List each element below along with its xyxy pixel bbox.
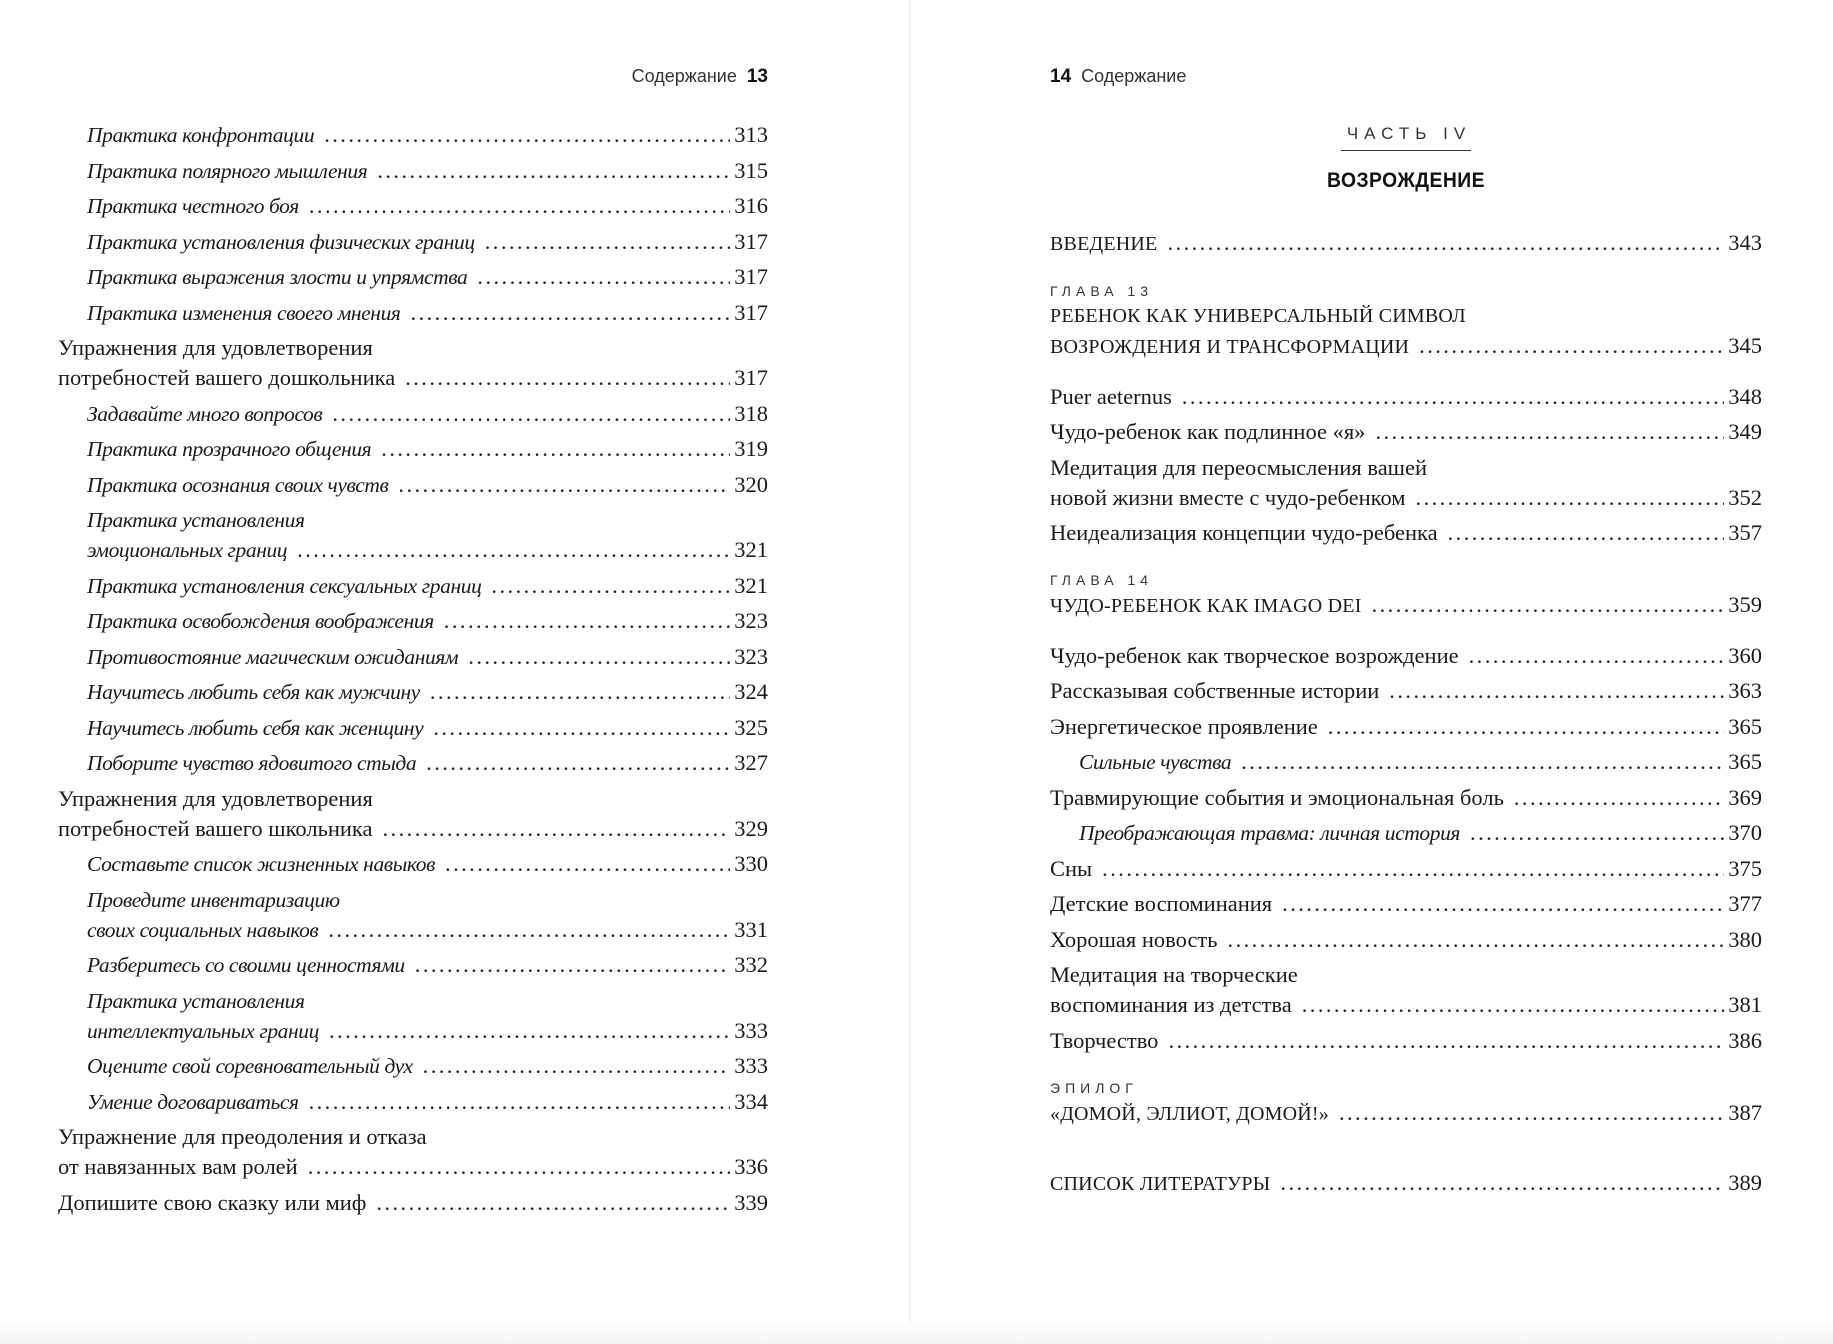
toc-entry-page: 345 [1728,333,1762,358]
leader-dots [309,191,730,221]
leader-dots [430,677,730,707]
leader-dots [381,434,730,464]
leader-dots [445,849,730,879]
leader-dots [1280,1168,1724,1198]
toc-entry[interactable] [58,191,768,221]
toc-entry-title: Разберитесь со своими ценностями [87,953,405,977]
toc-entry-page: 327 [734,750,768,775]
toc-entry-page: 332 [734,952,768,977]
toc-entry-title: Научитесь любить себя как женщину [87,715,424,740]
toc-entry-title: своих социальных навыков [87,917,319,942]
leader-dots [415,950,730,980]
toc-entry[interactable] [1050,854,1762,884]
leader-dots [377,156,730,186]
toc-entry-title: Умение договариваться [87,1089,299,1114]
toc-entry[interactable] [58,571,768,601]
toc-entry-title: от навязанных вам ролей [58,1154,298,1179]
leader-dots [1419,331,1724,361]
chapter-label: ЭПИЛОГ [1050,1079,1138,1096]
toc-entry-title: Практика конфронтации [87,123,315,147]
toc-entry-page: 381 [1728,992,1762,1017]
leader-dots [477,262,730,292]
toc-entry[interactable] [58,399,768,429]
toc-entry[interactable] [58,1051,768,1081]
toc-entry-chapter-14[interactable] [1050,590,1762,621]
toc-entry-page: 321 [734,572,768,598]
toc-entry-page: 349 [1728,419,1762,444]
toc-entry[interactable] [58,505,768,565]
leader-dots [1372,590,1725,620]
leader-dots [468,642,730,672]
toc-entry-title: Сны [1050,855,1093,881]
toc-entry[interactable] [58,120,768,150]
leader-dots [1241,747,1724,777]
leader-dots [297,535,730,565]
leader-dots [1102,854,1724,884]
toc-entry-page: 359 [1728,592,1762,617]
toc-entry[interactable] [58,642,768,672]
toc-entry-title: Практика осознания своих чувств [87,472,389,497]
leader-dots [328,915,730,945]
leader-dots [405,363,730,393]
toc-entry-title: потребностей вашего школьника [58,815,373,841]
toc-entry[interactable] [1050,712,1762,742]
toc-entry-title: Практика установления сексуальных границ [87,573,482,598]
toc-entry-page: 348 [1728,383,1762,409]
toc-entry-page: 370 [1728,820,1762,845]
left-page [58,0,768,1344]
toc-entry-page: 330 [734,851,768,876]
toc-entry[interactable] [1050,960,1762,1020]
leader-dots [485,227,731,257]
toc-entry-title-line1: Упражнения для удовлетворения [58,335,373,360]
right-page [1050,0,1762,1344]
leader-dots [1448,518,1725,548]
toc-entry[interactable] [58,606,768,636]
toc-entry-page: 334 [734,1088,768,1114]
toc-entry-page: 331 [734,916,768,942]
toc-list [1050,228,1762,1205]
toc-entry-page: 352 [1728,484,1762,510]
toc-entry-title: ВВЕДЕНИЕ [1050,233,1158,255]
toc-entry-introduction[interactable] [1050,228,1762,259]
running-head-title: Содержание [1081,66,1187,86]
toc-entry[interactable] [1050,417,1762,447]
toc-entry-title: Детские воспоминания [1050,891,1273,916]
leader-dots [376,1188,730,1218]
toc-entry-page: 320 [734,471,768,497]
toc-entry[interactable] [1050,925,1762,955]
leader-dots [332,399,730,429]
toc-entry-page: 343 [1728,230,1762,255]
page-number: 14 [1050,66,1072,87]
part-label: ЧАСТЬ IV [1341,124,1471,151]
toc-entry[interactable] [1050,889,1762,919]
toc-entry-title: Puer aeternus [1050,383,1172,409]
toc-entry-title: воспоминания из детства [1050,992,1292,1017]
leader-dots [1167,228,1724,258]
toc-entry-page: 317 [734,299,768,325]
leader-dots [423,1051,731,1081]
toc-entry[interactable] [1050,382,1762,412]
toc-entry[interactable] [58,1087,768,1117]
toc-entry-page: 357 [1728,520,1762,545]
leader-dots [426,748,730,778]
toc-entry-title-line1: Упражнение для преодоления и отказа [58,1124,427,1149]
toc-entry[interactable] [1050,676,1762,706]
toc-entry-title-line1: Практика установления [87,508,305,532]
leader-dots [1389,676,1724,706]
toc-entry-title: интеллектуальных границ [87,1018,319,1043]
toc-entry-page: 377 [1728,891,1762,916]
toc-entry-title: «ДОМОЙ, ЭЛЛИОТ, ДОМОЙ!» [1050,1102,1329,1125]
toc-entry[interactable] [58,950,768,980]
toc-entry-title: Травмирующие события и эмоциональная боль [1050,784,1504,810]
toc-entry-title: Практика установления физических границ [87,229,475,254]
toc-entry-title: СПИСОК ЛИТЕРАТУРЫ [1050,1173,1271,1195]
toc-entry[interactable] [58,434,768,464]
toc-entry-page: 316 [734,193,768,218]
toc-entry-title: Противостояние магическим ожиданиям [87,644,459,669]
toc-entry-page: 323 [734,608,768,633]
toc-entry-title: Практика выражения злости и упрямства [87,265,468,289]
leader-dots [383,814,731,844]
toc-entry[interactable] [58,748,768,778]
toc-entry-title-line1: Практика установления [87,988,305,1013]
toc-entry-epilogue[interactable] [1050,1098,1762,1129]
toc-entry-title: новой жизни вместе с чудо-ребенком [1050,484,1406,510]
toc-entry[interactable] [58,713,768,743]
toc-entry-page: 369 [1728,784,1762,810]
toc-entry-page: 375 [1728,855,1762,881]
toc-entry-title: Энергетическое проявление [1050,713,1318,739]
spacer [1050,368,1762,382]
toc-entry[interactable] [58,470,768,500]
toc-entry[interactable] [1050,783,1762,813]
toc-entry-title: Составьте список жизненных навыков [87,852,436,876]
toc-entry-page: 319 [734,436,768,461]
chapter-label: ГЛАВА 13 [1050,283,1153,299]
leader-dots [1282,889,1724,919]
toc-entry-page: 339 [734,1189,768,1215]
toc-entry-chapter-13[interactable] [1050,301,1762,362]
leader-dots [411,298,731,328]
chapter-14-entries [1050,641,1762,1056]
leader-dots [1182,382,1724,412]
toc-entry-page: 365 [1728,749,1762,774]
toc-entry-title: Преображающая травма: личная история [1079,821,1461,845]
toc-entry[interactable] [58,1188,768,1218]
toc-entry-page: 324 [734,679,768,704]
toc-entry[interactable] [58,1122,768,1182]
leader-dots [1228,925,1725,955]
toc-entry-title-line1: Упражнения для удовлетворения [58,785,373,811]
toc-entry-page: 321 [734,537,768,562]
toc-entry-title: ЧУДО-РЕБЕНОК КАК IMAGO DEI [1050,595,1362,617]
toc-entry-title: Оцените свой соревновательный дух [87,1054,413,1078]
toc-entry-title-line1: Медитация на творческие [1050,962,1298,987]
leader-dots [1302,990,1725,1020]
toc-entry[interactable] [58,333,768,393]
toc-entry[interactable] [58,262,768,292]
toc-entry-title: Творчество [1050,1027,1159,1053]
leader-dots [309,1087,731,1117]
toc-entry[interactable] [58,227,768,257]
leader-dots [1514,783,1724,813]
toc-entry[interactable] [1050,1026,1762,1056]
toc-entry-page: 333 [734,1053,768,1078]
toc-entry[interactable] [1050,818,1762,848]
toc-entry-title: Задавайте много вопросов [87,401,323,426]
toc-entry[interactable] [58,986,768,1046]
toc-entry-title: Практика полярного мышления [87,158,368,183]
toc-list [58,120,768,1223]
toc-entry-title: Научитесь любить себя как мужчину [87,680,420,704]
toc-entry[interactable] [58,784,768,844]
toc-entry-title-line1: РЕБЕНОК КАК УНИВЕРСАЛЬНЫЙ СИМВОЛ [1050,305,1466,327]
spacer [1050,627,1762,641]
toc-entry-title: Рассказывая собственные истории [1050,678,1380,703]
toc-entry-page: 323 [734,643,768,669]
chapter-13-entries [1050,382,1762,549]
spacer [1050,1134,1762,1168]
toc-entry-page: 317 [734,228,768,254]
toc-entry-title: Допишите свою сказку или миф [58,1189,367,1215]
leader-dots [1328,712,1724,742]
page-gutter [909,0,911,1344]
toc-entry-page: 365 [1728,713,1762,739]
page-number: 13 [746,66,768,87]
toc-entry-title: эмоциональных границ [87,538,288,562]
toc-entry-title: Чудо-ребенок как творческое возрождение [1050,642,1459,668]
running-head-title: Содержание [631,66,737,86]
leader-dots [1469,641,1725,671]
toc-entry-page: 315 [734,157,768,183]
leader-dots [1168,1026,1724,1056]
running-head [632,66,768,88]
toc-entry-title: Практика честного боя [87,194,299,218]
toc-entry-page: 325 [734,714,768,740]
leader-dots [444,606,730,636]
toc-entry-page: 317 [734,365,768,390]
toc-entry-page: 389 [1728,1170,1762,1195]
toc-entry-title: Практика освобождения воображения [87,609,434,633]
toc-entry-title: потребностей вашего дошкольника [58,365,396,390]
toc-entry[interactable] [1050,518,1762,548]
toc-entry-title: Хорошая новость [1050,926,1218,952]
toc-entry-page: 386 [1728,1027,1762,1053]
leader-dots [1339,1098,1724,1128]
toc-entry[interactable] [58,156,768,186]
toc-entry-page: 313 [734,122,768,147]
leader-dots [329,1016,730,1046]
leader-dots [433,713,730,743]
toc-entry[interactable] [58,298,768,328]
toc-entry-page: 363 [1728,678,1762,703]
toc-entry[interactable] [58,677,768,707]
toc-entry-title: Практика прозрачного общения [87,437,372,461]
leader-dots [1470,818,1724,848]
toc-entry-title-line1: Проведите инвентаризацию [87,887,340,912]
leader-dots [324,120,730,150]
toc-entry[interactable] [1050,453,1762,513]
toc-entry-page: 360 [1728,642,1762,668]
running-head [1050,66,1186,88]
part-title: ВОЗРОЖДЕНИЕ [1327,169,1485,192]
toc-entry[interactable] [1050,641,1762,671]
leader-dots [1416,483,1725,513]
toc-entry-page: 318 [734,400,768,426]
toc-entry-page: 333 [734,1017,768,1043]
leader-dots [1375,417,1724,447]
toc-entry-page: 329 [734,815,768,841]
toc-entry-page: 380 [1728,926,1762,952]
toc-entry-title-line1: Медитация для переосмысления вашей [1050,454,1428,480]
toc-entry-title: Практика изменения своего мнения [87,300,401,325]
chapter-label: ГЛАВА 14 [1050,572,1153,588]
toc-entry[interactable] [58,885,768,945]
toc-entry-page: 317 [734,264,768,289]
toc-entry-title: Сильные чувства [1079,750,1232,774]
leader-dots [308,1152,731,1182]
leader-dots [398,470,730,500]
toc-entry[interactable] [58,849,768,879]
toc-entry[interactable] [1050,747,1762,777]
toc-entry-title: Поборите чувство ядовитого стыда [87,751,417,775]
part-heading [1050,124,1762,193]
toc-entry-bibliography[interactable] [1050,1168,1762,1199]
toc-entry-page: 387 [1728,1099,1762,1125]
leader-dots [491,571,730,601]
toc-entry-title: Неидеализация концепции чудо-ребенка [1050,520,1438,545]
toc-entry-title: Чудо-ребенок как подлинное «я» [1050,419,1366,444]
toc-entry-page: 336 [734,1154,768,1179]
page-bottom-shadow [0,1322,1833,1344]
toc-entry-title: ВОЗРОЖДЕНИЯ И ТРАНСФОРМАЦИИ [1050,336,1410,358]
